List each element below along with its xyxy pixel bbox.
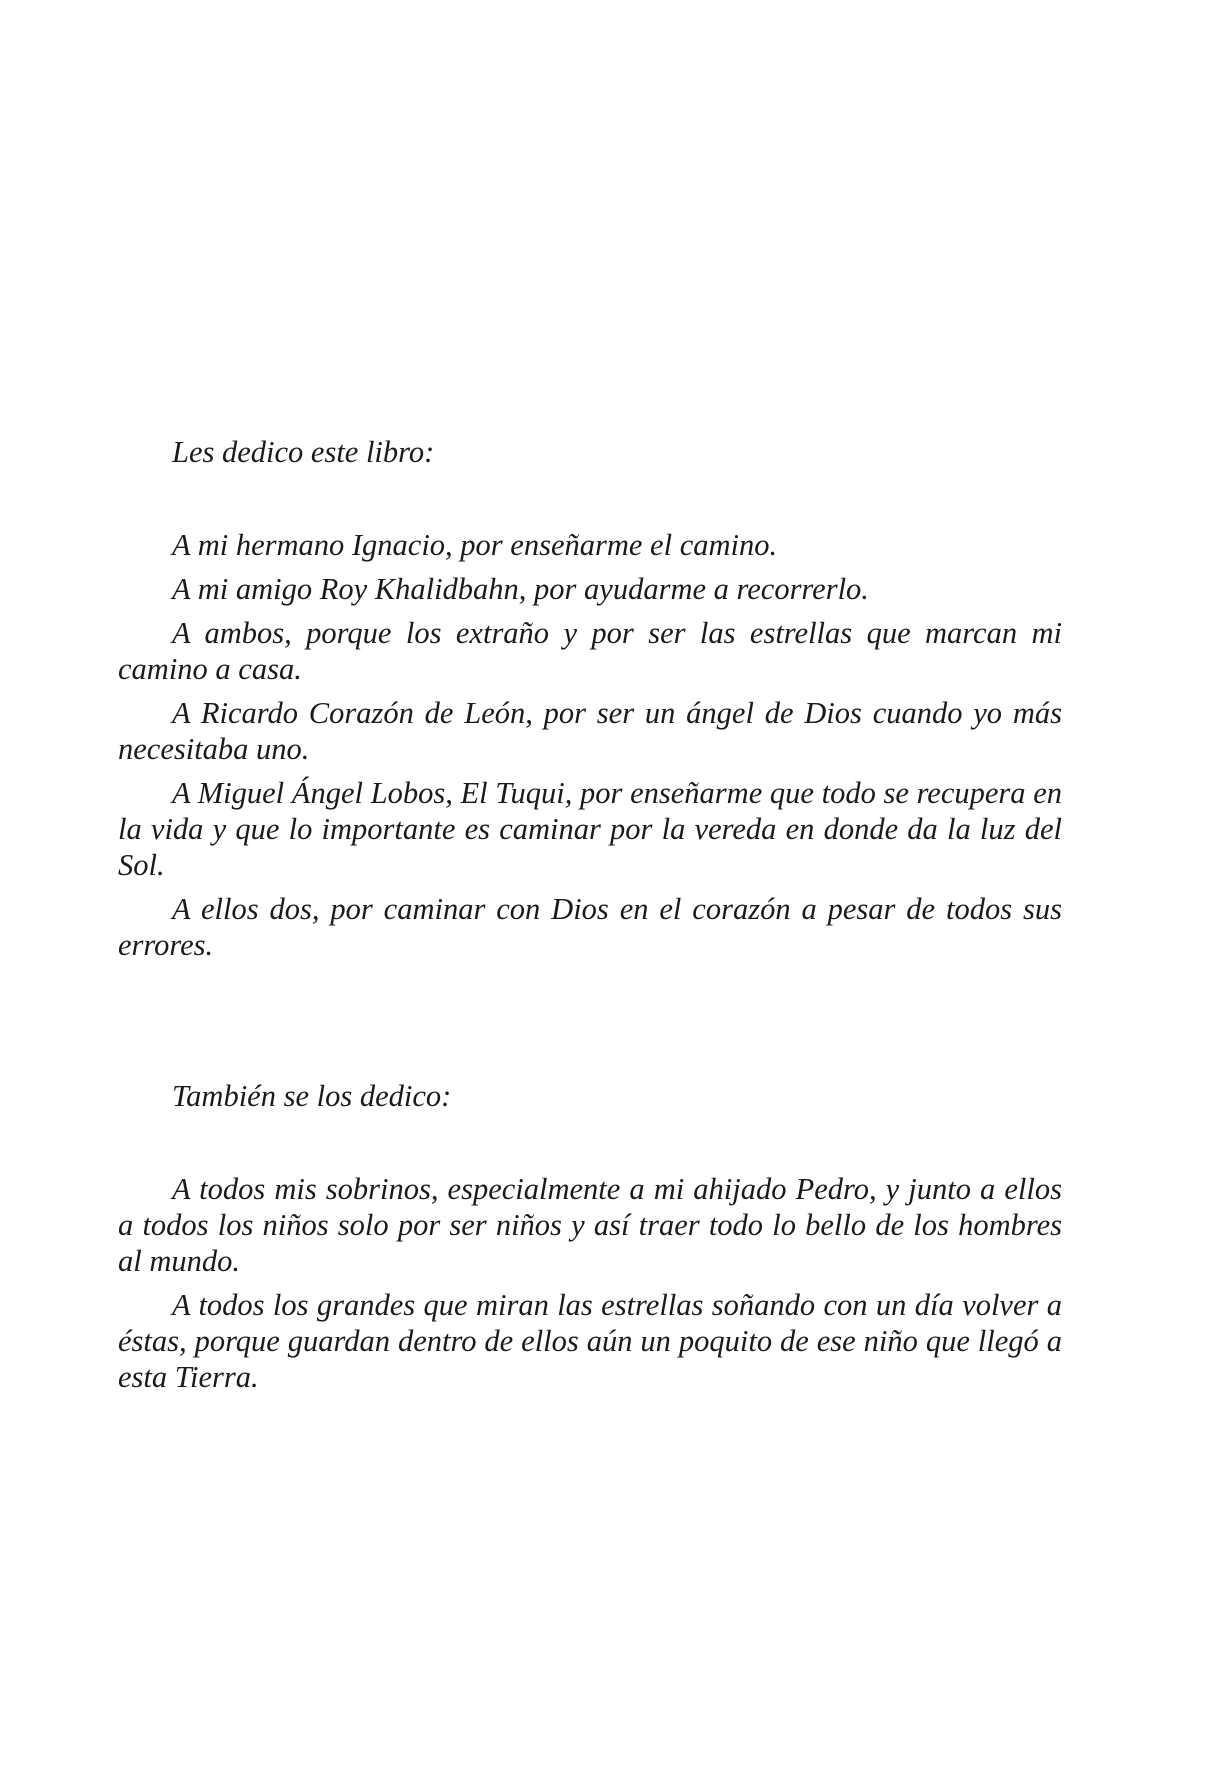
dedication-paragraph: A Ricardo Corazón de León, por ser un ángel de Dios cuando yo más necesitaba uno. <box>118 696 1062 766</box>
dedication-paragraph: A mi amigo Roy Khalidbahn, por ayudarme a recorrerlo. <box>172 572 869 606</box>
dedication-also-intro: También se los dedico: <box>172 1079 452 1113</box>
dedication-paragraph: A ambos, porque los extraño y por ser las estrellas que marcan mi camino a casa. <box>118 616 1062 686</box>
dedication-paragraph: A ellos dos, por caminar con Dios en el corazón a pesar de todos sus errores. <box>118 892 1062 962</box>
dedication-also-paragraph: A todos mis sobrinos, especialmente a mi ahijado Pedro, y junto a ellos a todos los niños solo por ser niños y así traer todo lo bello de los hombres al mundo. <box>118 1172 1062 1278</box>
dedication-also-paragraph: A todos los grandes que miran las estrellas soñando con un día volver a éstas, porque guardan dentro de ellos aún un poquito de ese niño que llegó a esta Tierra. <box>118 1288 1062 1394</box>
dedication-intro: Les dedico este libro: <box>172 435 435 469</box>
dedication-paragraph: A mi hermano Ignacio, por enseñarme el camino. <box>172 528 778 562</box>
spacer <box>118 971 1062 1078</box>
dedication-paragraph: A Miguel Ángel Lobos, El Tuqui, por enseñarme que todo se recupera en la vida y que lo importante es caminar por la vereda en donde da la luz del Sol. <box>118 776 1062 882</box>
spacer <box>118 1114 1062 1171</box>
spacer <box>118 470 1062 527</box>
dedication-text <box>118 434 1062 1403</box>
